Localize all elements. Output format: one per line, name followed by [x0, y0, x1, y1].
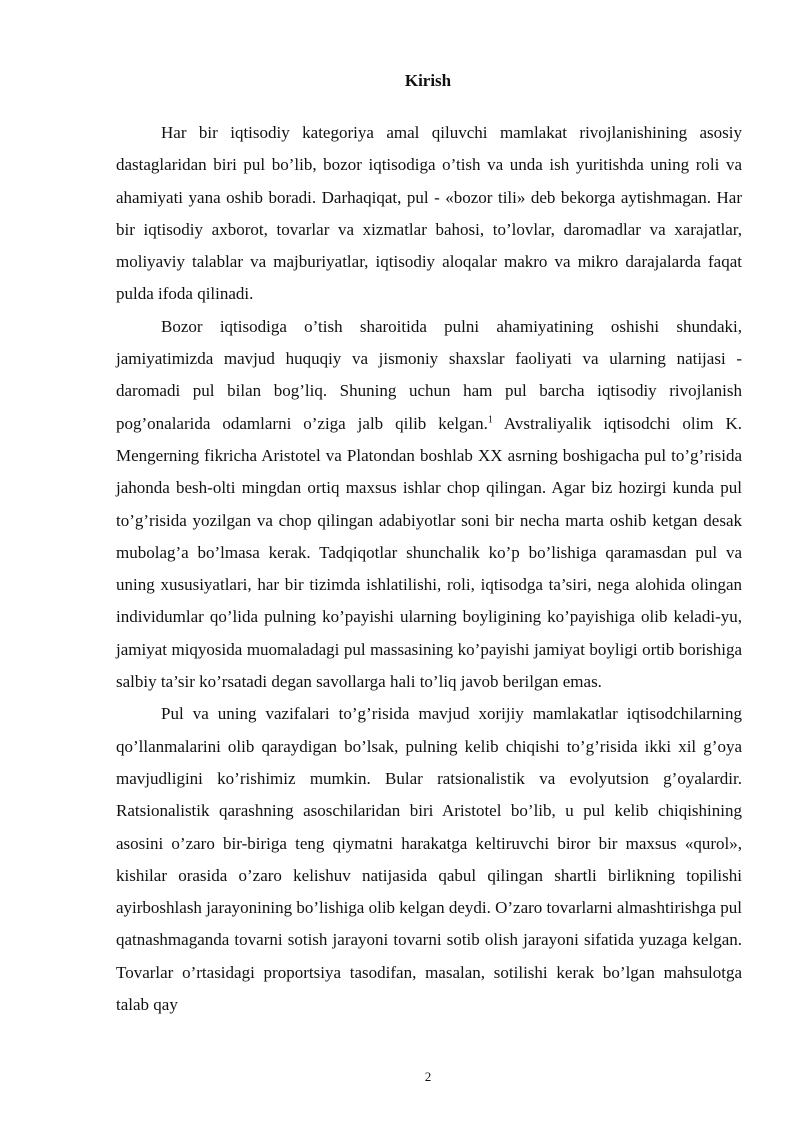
page-number: 2	[424, 1069, 432, 1084]
paragraph-1: Har bir iqtisodiy kategoriya amal qiluvchi mamlakat rivojlanishining asosiy dastaglaridan biri pul bo’lib, bozor iqtisodiga o’tish va unda ish yuritishda uning roli va ahamiyati yana oshib boradi. Darhaqiqat, pul - «bozor tili» deb bekorga aytishmagan. Har bir iqtisodiy axborot, tovarlar va xizmatlar bahosi, to’lovlar, daromadlar va xarajatlar, moliyaviy talablar va majburiyatlar, iqtisodiy aloqalar makro va mikro darajalarda faqat pulda ifoda qilinadi.	[116, 123, 742, 304]
section-title: Kirish	[404, 71, 452, 90]
footnote-marker: 1	[487, 414, 493, 426]
paragraph-3: Pul va uning vazifalari to’g’risida mavjud xorijiy mamlakatlar iqtisodchilarning qo’llanmalarini olib qaraydigan bo’lsak, pulning kelib chiqishi to’g’risida ikki xil g’oya mavjudligini ko’rishimiz mumkin. Bular ratsionalistik va evolyutsion g’oyalardir. Ratsionalistik qarashning asoschilaridan biri Aristotel bo’lib, u pul kelib chiqishining asosini o’zaro bir-biriga teng qiymatni harakatga keltiruvchi biror bir maxsus «qurol», kishilar orasida o’zaro kelishuv natijasida qabul qilingan shartli birlikning topilishi ayirboshlash jarayonining bo’lishiga olib kelgan deydi. O’zaro tovarlarni almashtirishga pul qatnashmaganda tovarni sotish jarayoni tovarni sotib olish jarayoni sifatida yuzaga kelgan. Tovarlar o’rtasidagi proportsiya tasodifan, masalan, sotilishi kerak bo’lgan mahsulotga talab qay	[116, 704, 743, 1015]
paragraph-2-text-after-footnote: Avstraliyalik iqtisodchi olim K. Mengerning fikricha Aristotel va Platondan boshlab XX asrning boshigacha pul to’g’risida jahonda besh-olti mingdan ortiq maxsus ishlar chop qilingan. Agar biz hozirgi kunda pul to’g’risida yozilgan va chop qilingan adabiyotlar soni bir necha marta oshib ketgan desak mubolag’a bo’lmasa kerak. Tadqiqotlar shunchalik ko’p bo’lishiga qaramasdan pul va uning xususiyatlari, har bir tizimda ishlatilishi, roli, iqtisodga ta’siri, nega alohida olingan individumlar qo’lida pulning ko’payishi ularning boyligining ko’payishiga olib keladi-yu, jamiyat miqyosida muomaladagi pul massasining ko’payishi jamiyat boyligi ortib borishiga salbiy ta’sir ko’rsatadi degan savollarga hali to’liq javob berilgan emas.	[116, 413, 743, 692]
paragraph-2	[116, 311, 742, 699]
body-text	[116, 117, 742, 1021]
paragraph-2-text-before-footnote: Bozor iqtisodiga o’tish sharoitida pulni ahamiyatining oshishi shundaki, jamiyatimizda mavjud huquqiy va jismoniy shaxslar faoliyati va ularning natijasi - daromadi pul bilan bog’liq. Shuning uchun ham pul barcha iqtisodiy rivojlanish pog’onalarida odamlarni o’ziga jalb qilib kelgan.	[116, 316, 742, 433]
